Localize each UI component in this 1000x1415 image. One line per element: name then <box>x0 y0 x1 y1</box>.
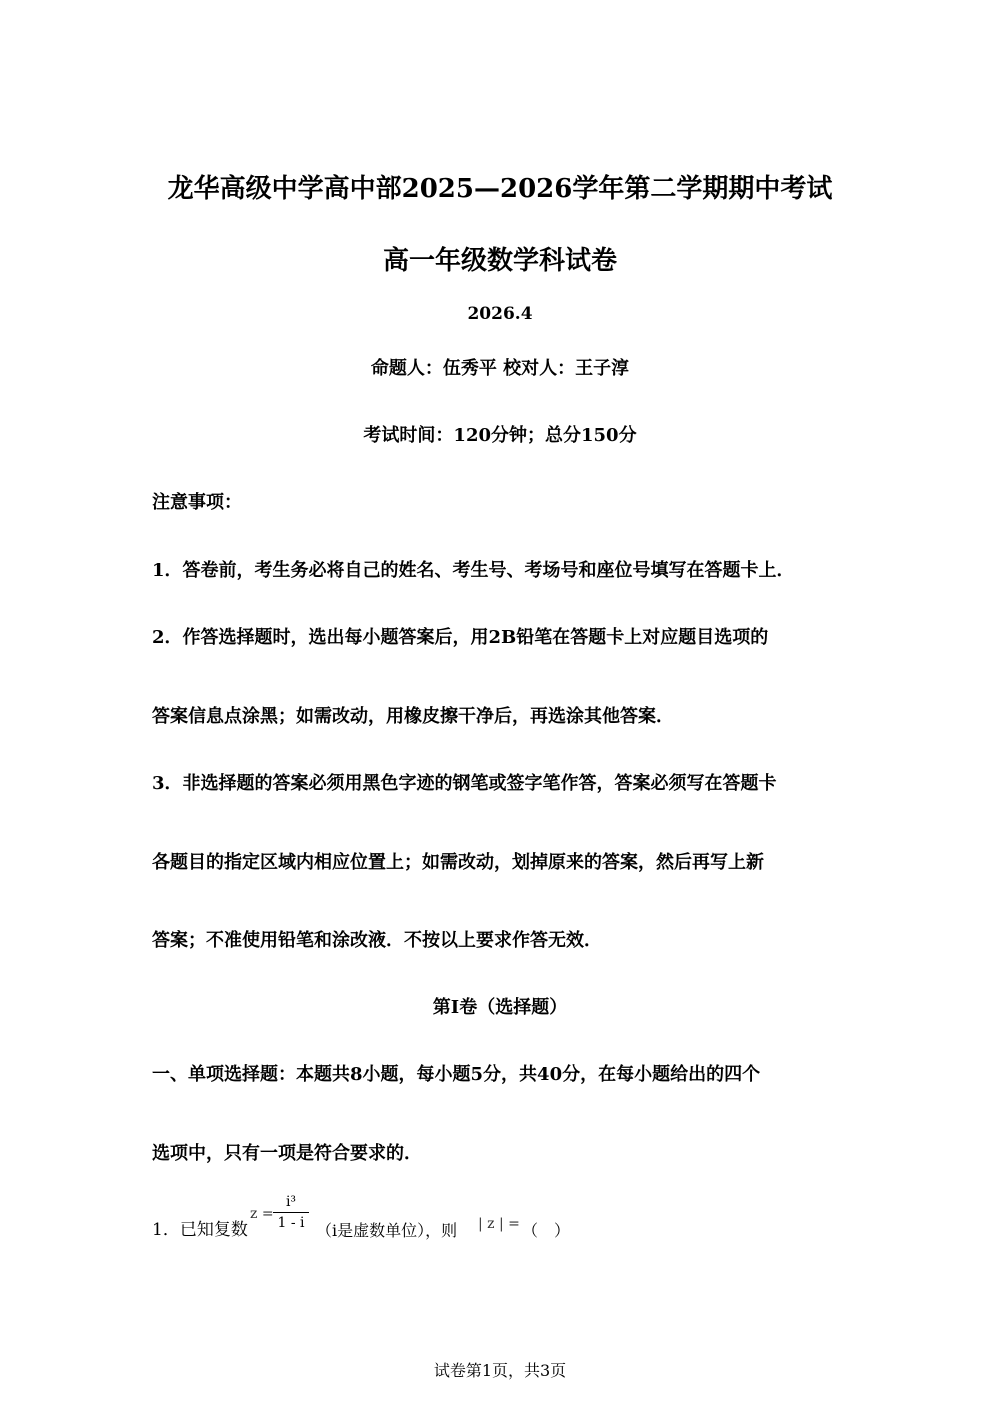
section-heading-line1: 一、单项选择题：本题共8小题，每小题5分，共40分，在每小题给出的四个 <box>152 1064 761 1085</box>
part1-title: 第Ⅰ卷（选择题） <box>432 997 568 1018</box>
exam-date: 2026.4 <box>467 304 533 324</box>
exam-info: 考试时间：120分钟；总分150分 <box>363 425 637 446</box>
fraction-denominator: 1 - i <box>277 1215 305 1231</box>
abs-z: | z | = <box>478 1216 520 1232</box>
note-item-2-line2: 答案信息点涂黑；如需改动，用橡皮擦干净后，再选涂其他答案． <box>152 706 674 727</box>
exam-title-line1: 龙华高级中学高中部2025—2026学年第二学期期中考试 <box>167 174 833 204</box>
exam-authors: 命题人：伍秀平 校对人：王子淳 <box>370 358 630 379</box>
note-item-3-line1: 3．非选择题的答案必须用黑色字迹的钢笔或签字笔作答，答案必须写在答题卡 <box>152 773 777 794</box>
note-item-1: 1．答卷前，考生务必将自己的姓名、考生号、考场号和座位号填写在答题卡上． <box>152 560 795 581</box>
question-1-prefix: 1．已知复数 <box>152 1220 248 1240</box>
fraction <box>271 1192 311 1233</box>
fraction-numerator: i³ <box>285 1194 297 1210</box>
exam-title-line2: 高一年级数学科试卷 <box>382 246 617 276</box>
section-heading-line2: 选项中，只有一项是符合要求的． <box>152 1143 422 1164</box>
answer-blank: （ ） <box>522 1221 571 1240</box>
note-item-2-line1: 2．作答选择题时，选出每小题答案后，用2B铅笔在答题卡上对应题目选项的 <box>152 627 769 648</box>
note-item-3-line2: 各题目的指定区域内相应位置上；如需改动，划掉原来的答案，然后再写上新 <box>152 852 764 873</box>
question-1-suffix: （i是虚数单位），则 <box>316 1221 458 1240</box>
notes-heading: 注意事项： <box>152 492 242 513</box>
z-equals: z = <box>250 1206 274 1222</box>
page-footer: 试卷第1页，共3页 <box>433 1361 567 1380</box>
note-item-3-line3: 答案；不准使用铅笔和涂改液．不按以上要求作答无效． <box>152 930 602 951</box>
